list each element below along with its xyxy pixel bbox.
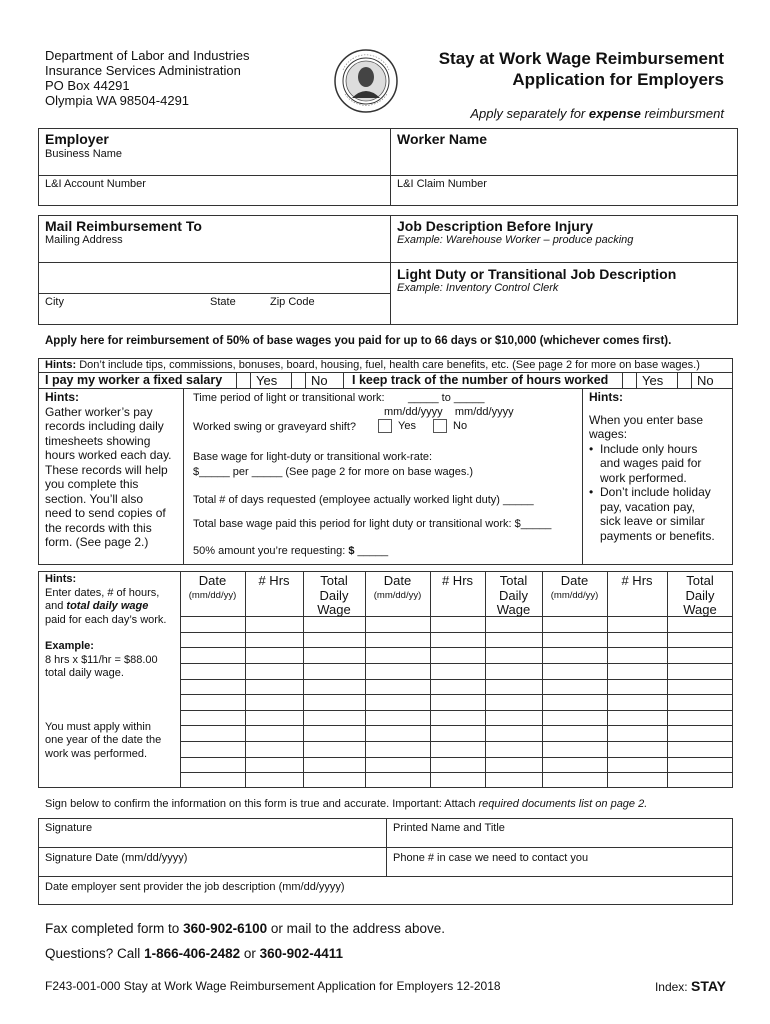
fax-number: 360-902-6100 [183,921,268,936]
address-line: PO Box 44291 [45,78,130,93]
swing-yes-checkbox[interactable] [378,419,416,433]
address-line: Department of Labor and Industries [45,48,250,63]
right-hints [589,390,715,543]
grid-row-line [180,647,733,648]
grid-row-line [180,616,733,617]
hint-line: Include only hours [600,441,698,456]
hint-line: 8 hrs x $11/hr = $88.00 [45,653,158,666]
total-header: Daily [319,587,349,603]
state-field[interactable]: State [210,296,236,308]
hours-column-header [245,574,303,589]
grid-row-line [180,694,733,695]
total-header: Wage [317,602,351,617]
swing-no-label: No [453,419,468,432]
sign-intro-italic: required documents list on page 2. [478,798,648,810]
hint-line: work performed. [600,470,687,485]
hint-line: the records with this [45,520,152,535]
date-column-header [180,574,245,603]
checkbox-icon [378,419,392,433]
employer-worker-box [38,128,738,206]
hours-yes-option[interactable]: Yes [642,373,664,388]
hint-line: one year of the date the [45,734,162,746]
total-column-header [667,574,733,618]
hint-line: pay, vacation pay, [600,499,695,514]
hint-line: wages: [589,427,628,441]
date-header: Date [560,573,589,588]
date-column-header [365,574,430,603]
form-title [439,48,724,90]
worker-name-field[interactable]: Worker Name [397,131,488,147]
fax-line [45,921,445,936]
grid-row-line [180,757,733,758]
apply-note [470,106,724,121]
state-seal-icon [333,48,399,114]
grid-row-line [180,725,733,726]
job-example: Example: Warehouse Worker – produce packing [397,234,634,246]
total-header: Daily [685,587,715,603]
hint-bold: total daily wage [66,600,149,612]
hint-line [45,600,177,614]
total-wage-field[interactable]: Total base wage paid this period for light duty or transitional work: $_____ [193,518,552,530]
hint-line: work was performed. [45,747,148,760]
hrs-header: # Hrs [621,573,653,588]
hint-line: records including daily [45,419,164,433]
hints-bar-label: Hints: [45,359,77,371]
salary-no-option[interactable]: No [311,373,328,388]
form-id: F243-001-000 Stay at Work Wage Reimbursement Application for Employers 12-2018 [45,979,501,993]
hint-line: You must apply within [45,720,151,733]
date-header: Date [383,573,412,588]
employer-heading: Employer [45,131,109,147]
hint-line: you complete this [45,477,139,491]
total-header: Daily [499,587,528,603]
example-title: Example: [45,640,94,652]
hint-text: and [45,600,67,612]
fax-text: Fax completed form to [45,921,184,936]
light-duty-heading: Light Duty or Transitional Job Description [397,266,677,282]
fax-text: or mail to the address above. [267,921,445,936]
grid-row-line [180,632,733,633]
swing-yes-label: Yes [398,419,416,432]
city-field[interactable]: City [45,296,64,308]
total-header: Total [499,573,528,588]
hint-line: paid for each day’s work. [45,613,167,626]
claim-number-field[interactable]: L&I Claim Number [397,178,487,190]
hint-line: Enter dates, # of hours, [45,586,160,599]
grid-row-line [180,663,733,664]
index-value: STAY [690,978,726,994]
date-format: (mm/dd/yy) [188,589,237,601]
date-sent-field[interactable]: Date employer sent provider the job description (mm/dd/yyyy) [45,881,345,893]
hint-line: total daily wage. [45,667,124,679]
index-label [655,978,726,994]
mailing-address-field[interactable]: Mailing Address [45,234,123,246]
hint-line: sick leave or similar [600,514,705,528]
apply-note-text: Apply separately for [470,106,589,121]
total-header: Total [320,573,348,588]
apply-here-text: Apply here for reimbursement of 50% of base wages you paid for up to 66 days or $10,000 (whichever comes first). [45,335,672,347]
zip-field[interactable]: Zip Code [270,296,315,308]
hrs-header: # Hrs [441,573,474,588]
agency-address [45,48,250,108]
address-line: Insurance Services Administration [45,63,241,78]
hours-no-option[interactable]: No [697,373,714,388]
base-wage-per-field[interactable]: $_____ per _____ (See page 2 for more on base wages.) [193,466,474,478]
grid-row-line [180,679,733,680]
table-hints [45,573,177,761]
date-format: (mm/dd/yy) [550,589,599,601]
hrs-header: # Hrs [258,573,290,588]
date-column-header [542,574,607,603]
date-formats: mm/dd/yyyy mm/dd/yyyy [384,406,514,418]
salary-label: I pay my worker a fixed salary [45,373,223,387]
hint-line: When you enter base [589,412,704,427]
hint-line: payments or benefits. [600,528,715,543]
total-header: Wage [683,602,717,617]
hint-line: hours worked each day. [45,448,172,462]
swing-no-checkbox[interactable] [433,419,467,433]
index-text: Index: [654,980,691,994]
hint-line: These records will help [45,462,168,477]
hint-line: timesheets showing [45,433,151,448]
total-header: Wage [496,602,531,617]
hint-line: section. You’ll also [45,491,144,506]
hint-line: Gather worker’s pay [45,404,153,419]
hints-title: Hints: [45,573,77,585]
title-line: Stay at Work Wage Reimbursement [438,49,724,68]
hours-label: I keep track of the number of hours worked [352,373,609,387]
date-header: Date [198,573,227,588]
phone-number: 1-866-406-2482 [144,946,241,961]
fifty-blank: _____ [354,545,389,557]
questions-line [45,946,343,961]
date-format: (mm/dd/yy) [373,589,422,601]
fifty-label: 50% amount you’re requesting: [193,545,349,557]
left-hints [45,390,172,550]
hints-bar [45,359,700,371]
bullet-icon: • [589,485,594,499]
phone-number: 360-902-4411 [259,946,343,961]
total-column-header [485,574,542,618]
signature-field[interactable]: Signature [45,822,93,834]
hours-column-header [607,574,667,589]
time-period-label: Time period of light or transitional work: [193,392,385,404]
account-number-field[interactable]: L&I Account Number [45,178,146,190]
questions-text: or [240,946,260,961]
grid-row-line [180,710,733,711]
hint-line: need to send copies of [45,506,166,520]
title-line: Application for Employers [512,70,724,89]
checkbox-icon [433,419,447,433]
sign-intro [45,798,647,810]
swing-label: Worked swing or graveyard shift? [193,421,357,433]
total-header: Total [686,573,714,588]
grid-row-line [180,772,733,773]
base-wage-label: Base wage for light-duty or transitional work-rate: [193,451,433,463]
hints-title: Hints: [45,390,79,404]
light-duty-example: Example: Inventory Control Clerk [397,282,559,294]
total-column-header [303,574,365,618]
signature-date-field[interactable]: Signature Date (mm/dd/yyyy) [45,852,188,864]
time-period-blanks[interactable]: _____ to _____ [408,392,485,404]
questions-text: Questions? Call [45,946,145,961]
mail-heading: Mail Reimbursement To [45,218,202,234]
job-heading: Job Description Before Injury [397,218,594,234]
hints-title: Hints: [589,390,623,404]
hint-line: Don’t include holiday [600,485,711,499]
hints-bar-text: Don’t include tips, commissions, bonuses, board, housing, fuel, health care benefits, etc. (See page 2 for more on base wages.) [76,359,700,371]
address-line: Olympia WA 98504-4291 [45,93,190,108]
printed-name-field[interactable]: Printed Name and Title [393,822,505,834]
grid-row-line [180,741,733,742]
hint-line: form. (See page 2.) [45,535,149,549]
total-days-field[interactable]: Total # of days requested (employee actually worked light duty) _____ [193,494,534,506]
salary-yes-option[interactable]: Yes [256,373,278,388]
dollar-sign: $ [348,545,355,557]
hint-line: and wages paid for [600,456,702,470]
sign-intro-text: Sign below to confirm the information on this form is true and accurate. Important: Attach [45,798,479,810]
bullet-icon: • [589,441,594,456]
business-name-field[interactable]: Business Name [45,148,123,160]
hours-column-header [430,574,485,589]
fifty-percent-field[interactable] [193,545,388,557]
apply-note-text: reimbursment [640,106,724,121]
apply-note-bold: expense [588,106,641,121]
phone-field[interactable]: Phone # in case we need to contact you [393,852,589,864]
